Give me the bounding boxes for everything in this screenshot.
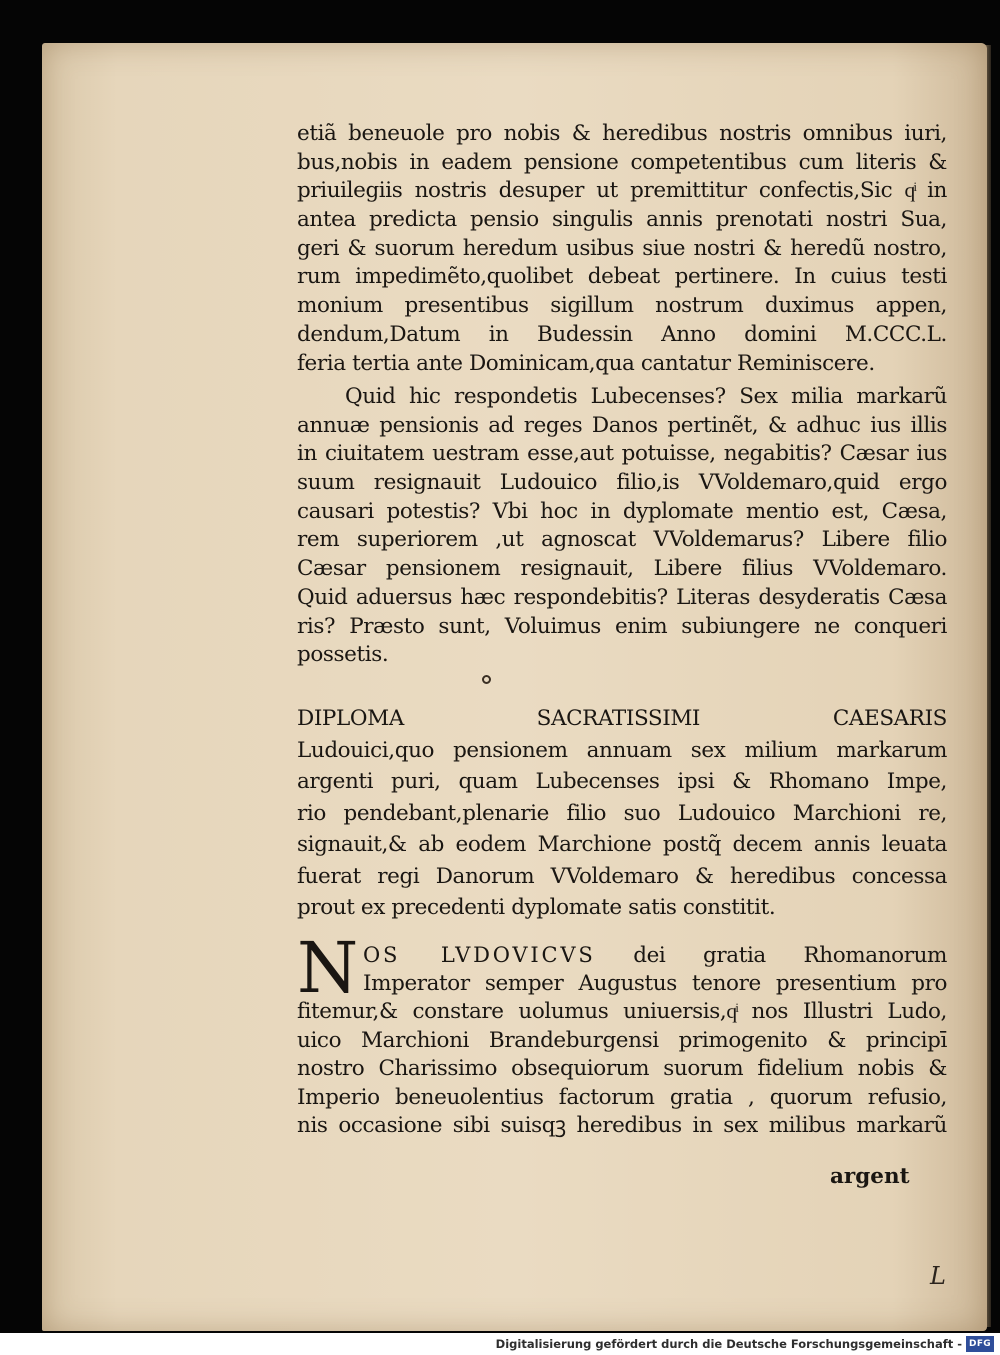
diploma-heading xyxy=(297,703,947,924)
paragraph-question xyxy=(297,383,947,670)
heading-title: DIPLOMA SACRATISSIMI CAESARIS xyxy=(297,706,947,731)
decree-line: nis occasione sibi suisqꝫ heredibus in sex milibus markarũ xyxy=(297,1113,947,1138)
text-line: ris? Præsto sunt, Voluimus enim subiungere ne conqueri xyxy=(297,613,947,639)
decree-first-line xyxy=(297,941,947,970)
text-line: Quid hic respondetis Lubecenses? Sex milia markarũ xyxy=(345,384,947,409)
text-line: antea predicta pensio singulis annis prenotati nostri Sua, xyxy=(297,207,947,233)
heading-line: Ludouici,quo pensionem annuam sex milium markarum xyxy=(297,737,947,763)
text-line: monium presentibus sigillum nostrum duximus appen, xyxy=(297,293,947,319)
decree-line: nostro Charissimo obsequiorum suorum fidelium nobis & xyxy=(297,1056,947,1081)
heading-line: prout ex precedenti dyplomate satis constitit. xyxy=(297,895,776,920)
text-line: Quid aduersus hæc respondebitis? Literas desyderatis Cæsa xyxy=(297,584,947,610)
heading-line: rio pendebant,plenarie filio suo Ludouico Marchioni re, xyxy=(297,800,947,826)
text-line: rum impedimẽto,quolibet debeat pertinere. In cuius testi xyxy=(297,264,947,290)
decree-second-line: Imperator semper Augustus tenore presentium pro xyxy=(363,970,947,996)
ornament-dot xyxy=(482,675,491,684)
heading-line: argenti puri, quam Lubecenses ipsi & Rhomano Impe, xyxy=(297,769,947,794)
text-line: suum resignauit Ludouico filio,is VVoldemaro,quid ergo xyxy=(297,470,947,496)
catchword: argent xyxy=(830,1164,910,1189)
text-line: annuæ pensionis ad reges Danos pertinẽt, & adhuc ius illis xyxy=(297,412,947,438)
text-line: in ciuitatem uestram esse,aut potuisse, negabitis? Cæsar ius xyxy=(297,441,947,467)
text-line: dendum,Datum in Budessin Anno domini M.CCC.L. xyxy=(297,321,947,347)
text-line: etiã beneuole pro nobis & heredibus nostris omnibus iuri, xyxy=(297,121,947,146)
text-line: possetis. xyxy=(297,642,389,668)
text-line: Cæsar pensionem resignauit, Libere filius VVoldemaro. xyxy=(297,556,947,582)
dfg-logo-icon: DFG xyxy=(966,1336,994,1352)
text-line: rem superiorem ,ut agnoscat VVoldemarus? Libere filio xyxy=(297,527,947,553)
decree-line: uico Marchioni Brandeburgensi primogenito & principī xyxy=(297,1027,947,1053)
footer-bar xyxy=(0,1333,1000,1355)
decree-line: fitemur,& constare uolumus uniuersis,qͥ nos Illustri Ludo, xyxy=(297,999,947,1024)
text-line: geri & suorum heredum usibus siue nostri & heredũ nostro, xyxy=(297,235,947,261)
text-line: causari potestis? Vbi hoc in dyplomate mentio est, Cæsa, xyxy=(297,498,947,524)
decree-first-rest: dei gratia Rhomanorum xyxy=(633,943,948,968)
text-line: feria tertia ante Dominicam,qua cantatur Reminiscere. xyxy=(297,350,875,376)
folio-mark: L xyxy=(930,1262,946,1290)
heading-line: fuerat regi Danorum VVoldemaro & heredibus concessa xyxy=(297,863,947,889)
drop-cap: N xyxy=(297,927,359,1009)
text-line: priuilegiis nostris desuper ut premittitur confectis,Sic qͥ in xyxy=(297,178,947,204)
decree-paragraph xyxy=(297,927,948,1141)
heading-line: signauit,& ab eodem Marchione postq̃ decem annis leuata xyxy=(297,832,947,857)
footer-credit: Digitalisierung gefördert durch die Deutsche Forschungsgemeinschaft - xyxy=(495,1337,962,1351)
decree-line: Imperio beneuolentius factorum gratia , quorum refusio, xyxy=(297,1084,947,1110)
paragraph-charter-end xyxy=(297,120,947,378)
text-line: bus,nobis in eadem pensione competentibus cum literis & xyxy=(297,149,947,175)
decree-opening-caps: OS LVDOVICVS xyxy=(363,943,596,967)
